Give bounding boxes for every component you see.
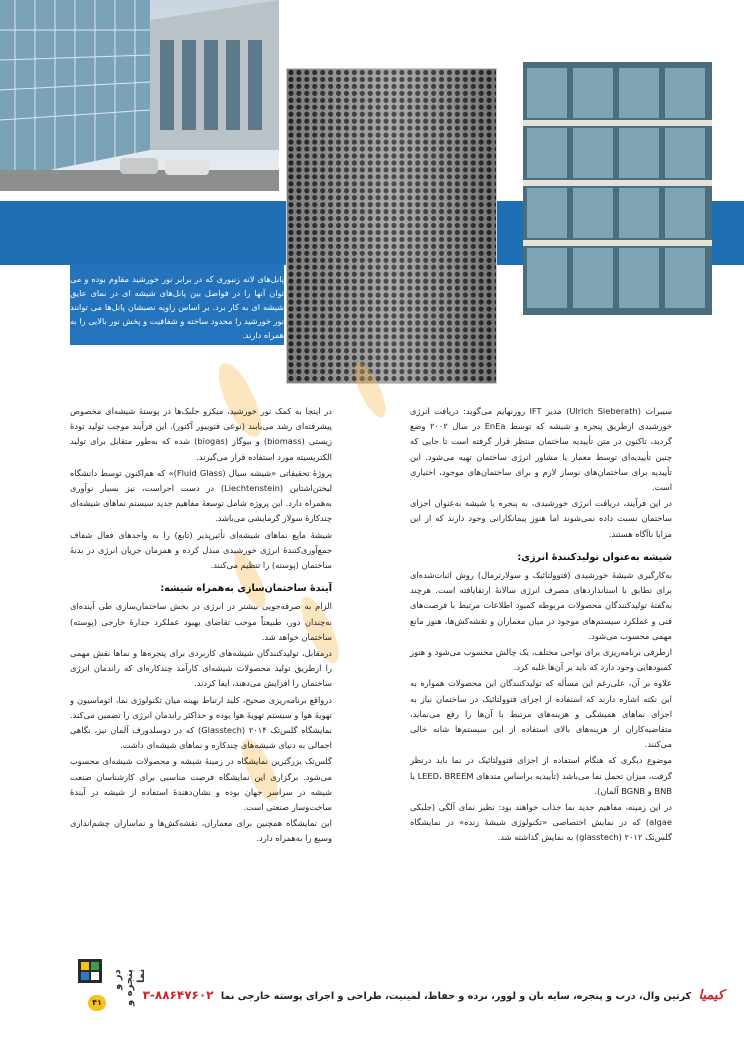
paragraph: درمقابل، تولیدکنندگان شیشه‌های کاربردی برای پنجره‌ها و نماها نقش مهمی را ازطریق تولید محصولات شیشه‌ای کارآمد چندکاره‌ای که راندمان انرژی ساختمان را افزایش می‌دهند، ایفا کردند. <box>70 648 332 689</box>
paragraph: به‌کارگیری شیشهٔ خورشیدی (فتوولتائیک و سولارترمال) روش اثبات‌شده‌ای برای تطابق با استانداردهای مصرف انرژی سالانهٔ ارتقایافته است. هرچند به‌گفتهٔ تولیدکنندگان محصولات مربوطه کمبود اطلاعات مرتبط با فرصت‌های فنی و عملکرد سیستم‌های موجود در میان معماران و نقشه‌کش‌ها، هنوز مانع مهمی محسوب می‌شود. <box>410 570 672 641</box>
paragraph: در این زمینه، مفاهیم جدید نما جذاب خواهند بود: نظیر نمای آلگی (جلبکی algae) که در نمایش اختصاصی «تکنولوژی شیشهٔ زنده» در نمایشگاه گلس‌تک ۲۰۱۲ (glasstech) به نمایش گذاشته شد. <box>410 802 672 843</box>
paragraph: الزام به صرفه‌جویی بیشتر در انرژی در بخش ساختمان‌سازی طی آینده‌ای نه‌چندان دور، طبیعتاً موجب تقاضای بهبود عملکرد جدارهٔ خارجی (پوسته) ساختمان خواهد شد. <box>70 601 332 642</box>
page-footer <box>70 955 724 1015</box>
paragraph: این نمایشگاه همچنین برای معماران، نقشه‌کش‌ها و نماسازان چشم‌اندازی وسیع را به‌همراه دارد. <box>70 818 332 844</box>
honeycomb-panel-photo <box>286 68 497 384</box>
section-heading: شیشه به‌عنوان تولیدکنندهٔ انرژی: <box>517 551 672 563</box>
paragraph: شیشهٔ مایع نماهای شیشه‌ای تأثیرپذیر (تابع) را به واحدهای فعال شفاف جمع‌آوری‌کنندهٔ انرژی خورشیدی مبدل کرده و همزمان جریان انرژی در بدنهٔ ساختمان (پوسته) را تنظیم می‌کنند. <box>70 529 332 571</box>
paragraph: موضوع دیگری که هنگام استفاده از اجزای فتوولتائیک در نما باید درنظر گرفت، میزان تحمل نما می‌باشد (تأییدیه براساس متدهای LEED، BREEM یا BNB و BGNB آلمان). <box>410 755 672 796</box>
paragraph: در اینجا به کمک نور خورشید، میکرو جلبک‌ها در پوستهٔ شیشه‌ای مخصوص پیشرفته‌ای رشد می‌یابند (نوعی فتوبیور آکتور). این فرآیند موجب تولید تودهٔ زیستی (biomass) و بیوگاز (biogas) شده که به‌طور متقابل برای تولید الکتریسیته مورد استفاده قرار می‌گیرند. <box>70 406 332 462</box>
paragraph: گلس‌تک بزرگترین نمایشگاه در زمینهٔ شیشه و محصولات شیشه‌ای محسوب می‌شود. برگزاری این نمایشگاه فرصت مناسبی برای کارشناسان صنعت شیشه در سراسر جهان بوده و نشان‌دهندهٔ استفاده از شیشه در آیندهٔ ساخت‌وساز صنعتی است. <box>70 756 332 813</box>
phone-number: ۸۸۶۴۷۶۰۲-۳ <box>142 988 214 1002</box>
paragraph: پروژهٔ تحقیقاتی «شیشه سیال (Fluid Glass)» که هم‌اکنون توسط دانشگاه لیختن‌اشتاین (Liechtenstein) در دست اجراست، نیز بسیار نوآوری به‌همراه دارد. این پروژه شامل توسعهٔ مفاهیم جدید سیستم نماهای شیشه‌ای چندکارهٔ سولار گرمایشی می‌باشد. <box>70 467 333 524</box>
paragraph: علاوه بر آن، علی‌رغم این مسأله که تولیدکنندگان این محصولات همواره به این نکته اشاره دارند که استفاده از اجزای فتوولتائیک در ساختمان نیاز به اجزای نماهای همیشگی و هزینه‌های مرتبط با آن‌ها را رفع می‌نماید، متقاضیه‌کاران از هزینه‌های بالای استفاده از این سیستم‌ها شانه خالی می‌کنند. <box>410 678 672 750</box>
photo-caption: پانل‌های لانه زنبوری که در برابر نور خورشید مقاوم بوده و می توان آنها را در فواصل بین پانل‌های شیشه ای در نمای عایق شیشه ای به کار برد. بر اساس زاویه نصبشان پانل‌ها می توانند نور خورشید را محدود ساخته و شفافیت و پخش نور بالایی را به همراه دارند. <box>70 274 284 340</box>
page-number: ۴۱ <box>88 995 106 1011</box>
glass-facade-photo <box>523 62 712 315</box>
footer-advert <box>143 988 724 1003</box>
services-text: کرتین وال، درب و پنجره، سایه بان و لوور، نرده و حفاظ، لمینیت، طراحی و اجرای پوسته خارجی نما <box>220 991 692 1002</box>
paragraph: سیبرات (Ulrich Sieberath) مدیر IFT روزنهایم می‌گوید: دریافت انرژی خورشیدی ازطریق پنجره و شیشه که توسط EnEa در سال ۲۰۰۲ وضع گردید، تاکنون در متن تأییدیه ساختمان منتظر قرار گرفته است تا جایی که چنین تأییدیه‌ای توسط معمار یا مشاور انرژی ساختمان تهیه می‌شود. این تأییدیه برای ساختمان‌های نوساز لازم و برای ساختمان‌های موجود، اختیاری است. <box>410 406 673 493</box>
paragraph: درواقع برنامه‌ریزی صحیح، کلید ارتباط بهینه میان تکنولوژی نما، اتوماسیون و تهویهٔ هوا و سیستم تهویهٔ هوا بوده و حداکثر راندمان انرژی را تضمین می‌کند. نمایشگاه گلس‌تک ۲۰۱۴ (Glasstech) که در دوسلدورف آلمان نیز، نگاهی اجمالی به دنیای شیشه‌های چندکاره و نماهای شیشه‌ای داشت. <box>70 694 332 751</box>
paragraph: در این فرآیند، دریافت انرژی خورشیدی، به پنجره یا شیشه به‌عنوان اجزای ساختمان نسبت داده نمی‌شوند اما هنوز پیمانکارانی وجود دارند که از این مزایا ناآگاه هستند. <box>410 498 672 539</box>
brand-name: کیمیا <box>698 988 724 1003</box>
section-heading: آیندهٔ ساختمان‌سازی به‌همراه شیشه: <box>160 583 332 595</box>
article-column-right <box>410 404 672 847</box>
glass-building-photo <box>0 0 279 191</box>
magazine-title: در و پنجره و نما <box>112 969 147 1006</box>
article-column-left <box>70 404 332 848</box>
paragraph: ازطرفی برنامه‌ریزی برای نواحی مختلف، یک چالش محسوب می‌شود و هنوز کمبودهایی وجود دارد که باید بر آن‌ها غلبه کرد. <box>410 647 672 673</box>
